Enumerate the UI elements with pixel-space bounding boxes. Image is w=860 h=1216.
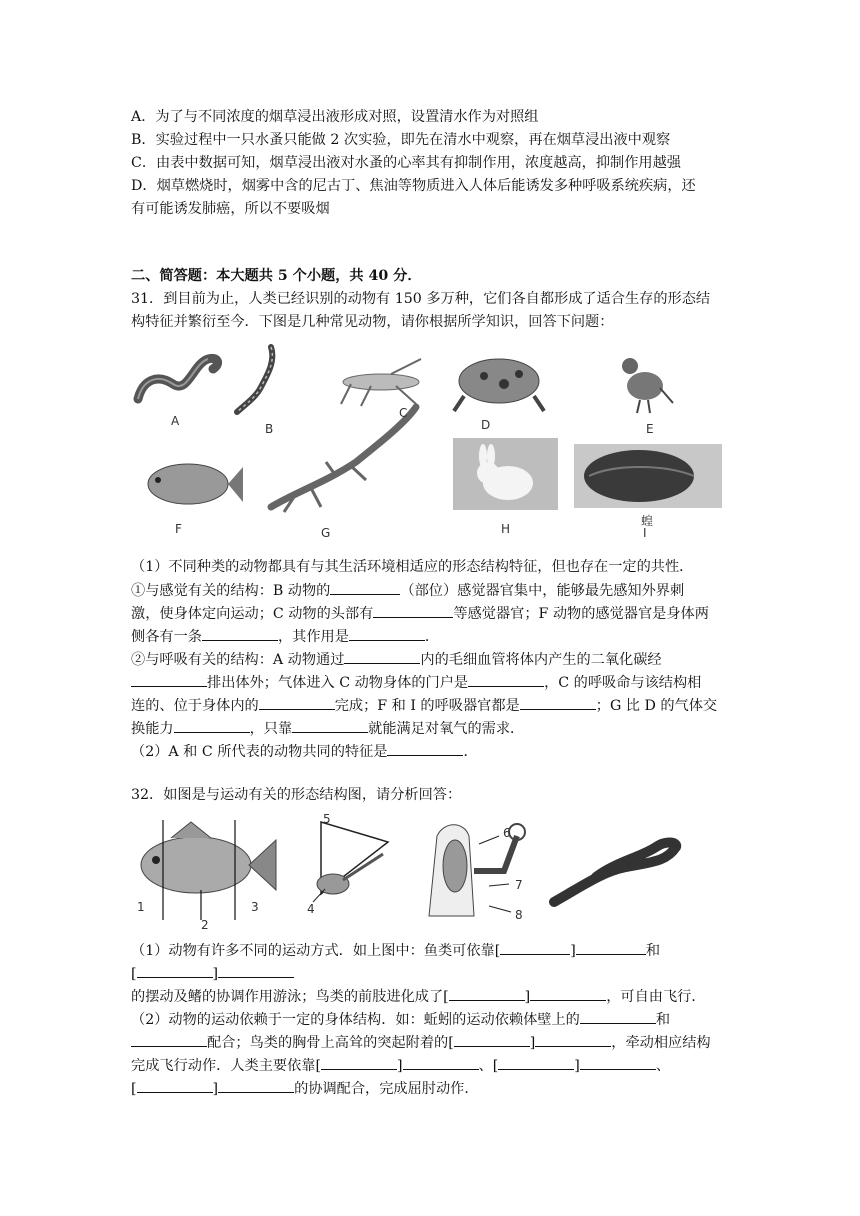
fig-label-6: 6: [503, 826, 511, 840]
option-d: D．烟草燃烧时，烟雾中含的尼古丁、焦油等物质进入人体后能诱发多种呼吸系统疾病，还: [131, 178, 696, 194]
answer-blank[interactable]: [137, 1078, 213, 1093]
animal-label-g: G: [321, 526, 331, 540]
answer-blank[interactable]: [530, 986, 606, 1001]
answer-blank[interactable]: [174, 718, 250, 733]
answer-blank[interactable]: [131, 1032, 207, 1047]
answer-blank[interactable]: [498, 1055, 574, 1070]
fig-label-5: 5: [323, 812, 331, 826]
fig-label-2: 2: [201, 918, 209, 932]
q32-part1: （1）动物有许多不同的运动方式．如上图中：鱼类可依靠[ ] 和: [131, 940, 660, 961]
rabbit-photo: [453, 438, 558, 510]
q31-sense-1: ①与感觉有关的结构：B 动物的 （部位）感觉器官集中，能够最先感知外界刺: [131, 580, 684, 601]
answer-blank[interactable]: [292, 718, 368, 733]
clam-icon: [574, 444, 722, 508]
fig-label-4: 4: [307, 902, 315, 916]
q31-resp-4: 换能力 ，只靠 就能满足对氧气的需求．: [131, 718, 524, 739]
animal-label-f: F: [175, 522, 182, 536]
answer-blank[interactable]: [330, 580, 400, 595]
animal-caption-i: 蝗: [641, 514, 654, 528]
answer-blank[interactable]: [403, 1055, 479, 1070]
answer-blank[interactable]: [520, 695, 596, 710]
fish-icon: [133, 452, 243, 517]
fig-label-7: 7: [515, 878, 523, 892]
q32-part2-cont: 配合；鸟类的胸骨上高耸的突起附着的[ ] ，牵动相应结构: [131, 1032, 711, 1053]
animal-label-d: D: [481, 418, 491, 432]
rabbit-icon: [453, 438, 558, 510]
q31-sense-2: 激，使身体定向运动；C 动物的头部有 等感觉器官；F 动物的感觉器官是身体两: [131, 603, 709, 624]
answer-blank[interactable]: [454, 1032, 530, 1047]
option-d-cont: 有可能诱发肺癌，所以不要吸烟: [131, 201, 330, 217]
q32-part2-end: [ ] 的协调配合，完成屈肘动作．: [131, 1078, 479, 1099]
answer-blank[interactable]: [580, 1009, 656, 1024]
lizard-icon: [266, 402, 421, 517]
pigeon-icon: [615, 348, 675, 418]
answer-blank[interactable]: [576, 940, 646, 955]
fig-label-1: 1: [137, 900, 145, 914]
animal-label-a: A: [171, 414, 180, 428]
answer-blank[interactable]: [580, 1055, 656, 1070]
option-c: C．由表中数据可知，烟草浸出液对水蚤的心率其有抑制作用，浓度越高，抑制作用越强: [131, 155, 681, 171]
q32-part1-cont: [ ]: [131, 963, 294, 984]
animal-label-e: E: [646, 422, 654, 436]
answer-blank[interactable]: [349, 626, 425, 641]
q31-resp-1: ②与呼吸有关的结构：A 动物通过 内的毛细血管将体内产生的二氧化碳经: [131, 649, 662, 670]
q31-resp-3: 连的、位于身体内的 完成；F 和 I 的呼吸器官都是 ；G 比 D 的气体交: [131, 695, 717, 716]
answer-blank[interactable]: [202, 626, 278, 641]
option-b: B．实验过程中一只水蚤只能做 2 次实验，即先在清水中观察，再在烟草浸出液中观察: [131, 132, 671, 148]
frog-icon: [449, 346, 549, 416]
answer-blank[interactable]: [468, 672, 544, 687]
q32-part1-end: 的摆动及鳍的协调作用游泳；鸟类的前肢进化成了[ ] ，可自由飞行．: [131, 986, 706, 1007]
q31-resp-2: 排出体外；气体进入 C 动物身体的门户是 ，C 的呼吸命与该结构相: [131, 672, 701, 693]
answer-blank[interactable]: [218, 963, 294, 978]
q31-sense-3: 侧各有一条 ，其作用是 ．: [131, 626, 439, 647]
answer-blank[interactable]: [137, 963, 213, 978]
q31-intro-cont: 构特征并繁衍至今．下图是几种常见动物，请你根据所学知识，回答下问题：: [131, 314, 614, 330]
earthworm-motion-icon: [546, 832, 686, 912]
q32-part2: （2）动物的运动依赖于一定的身体结构．如：蚯蚓的运动依赖体壁上的 和: [131, 1009, 670, 1030]
answer-blank[interactable]: [218, 1078, 294, 1093]
earthworm-icon: [133, 344, 223, 414]
grasshopper-icon: [331, 354, 431, 409]
q32-part2-cont2: 完成飞行动作．人类主要依靠[ ] 、[ ] 、: [131, 1055, 670, 1076]
answer-blank[interactable]: [344, 649, 420, 664]
answer-blank[interactable]: [535, 1032, 611, 1047]
answer-blank[interactable]: [321, 1055, 397, 1070]
answer-blank[interactable]: [259, 695, 335, 710]
bird-wing-diagram-icon: [303, 814, 398, 914]
animal-label-i: I: [643, 526, 647, 540]
option-a: A．为了与不同浓度的烟草浸出液形成对照，设置清水作为对照组: [131, 109, 539, 125]
q31-part2: （2）A 和 C 所代表的动物共同的特征是 ．: [131, 741, 478, 762]
fig-label-3: 3: [251, 900, 259, 914]
q31-part1: （1）不同种类的动物都具有与其生活环境相适应的形态结构特征，但也存在一定的共性．: [131, 559, 694, 575]
q32-intro: 32．如图是与运动有关的形态结构图，请分析回答：: [131, 787, 462, 803]
answer-blank[interactable]: [131, 672, 207, 687]
animal-label-b: B: [265, 422, 274, 436]
fig-label-8: 8: [515, 908, 523, 922]
answer-blank[interactable]: [387, 741, 463, 756]
q31-intro: 31．到目前为止，人类已经识别的动物有 150 多万种，它们各自都形成了适合生存的形态结: [131, 291, 711, 307]
animal-label-c: C: [399, 406, 408, 420]
clam-photo: [574, 444, 722, 508]
answer-blank[interactable]: [500, 940, 570, 955]
arm-muscle-diagram-icon: [419, 816, 529, 921]
section-heading: 二、简答题：本大题共 5 个小题，共 40 分．: [131, 268, 422, 284]
answer-blank[interactable]: [449, 986, 525, 1001]
answer-blank[interactable]: [373, 603, 453, 618]
motion-figure: [131, 812, 691, 932]
animal-label-h: H: [501, 522, 511, 536]
animals-figure: [131, 340, 731, 540]
